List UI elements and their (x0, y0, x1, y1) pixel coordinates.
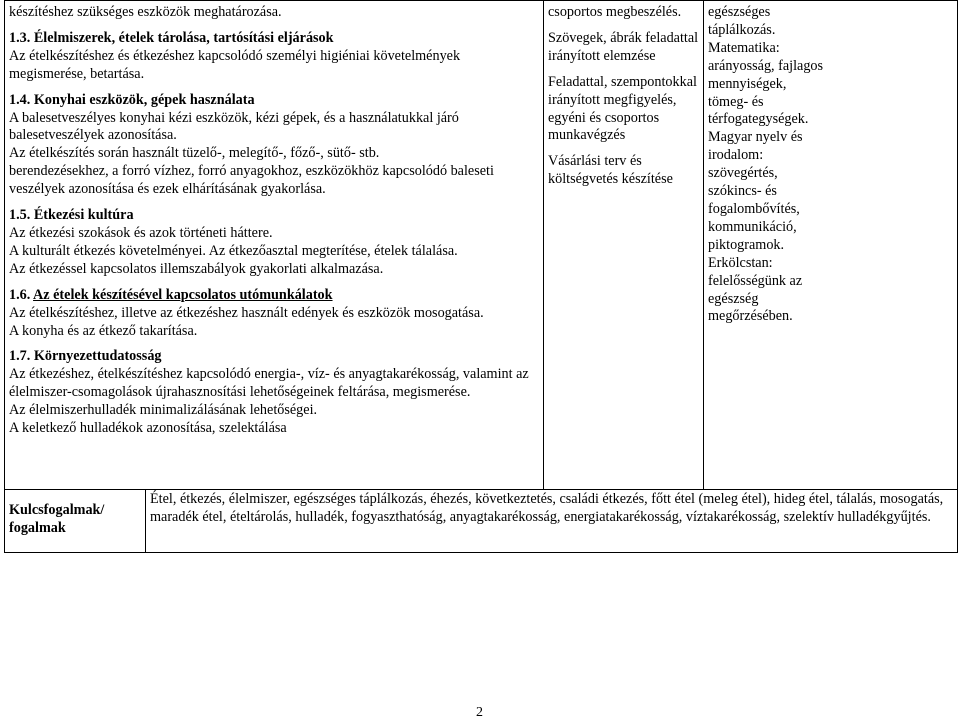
text-line: készítéshez szükséges eszközök meghatározása. (9, 4, 282, 20)
text-line: Az ételkészítéshez és étkezéshez kapcsolódó személyi higiéniai követelmények megismerése, betartása. (9, 47, 461, 82)
section-heading-1-3: 1.3. Élelmiszerek, ételek tárolása, tartósítási eljárások (9, 29, 334, 46)
text-line: Matematika: arányosság, fajlagos mennyiségek, tömeg- és térfogategységek. (708, 39, 824, 128)
content-row (4, 0, 958, 490)
text-line: Az ételkészítéshez, illetve az étkezéshez használt edények és eszközök mosogatása. (9, 304, 484, 321)
text-line: Szövegek, ábrák feladattal irányított elemzése (548, 29, 699, 64)
text-line: Magyar nyelv és irodalom: szövegértés, szókincs- és fogalombővítés, kommunikáció, piktogramok. (708, 129, 803, 253)
text-line: Az ételkészítés során használt tüzelő-, melegítő-, főző-, sütő- stb. (9, 145, 380, 162)
text-line: Az étkezéshez, ételkészítéshez kapcsolódó energia-, víz- és anyagtakarékosság, valamint az élelmiszer-csomagolások újrahasznosítási lehetőségeinek feltárása, megismerése. (9, 366, 529, 401)
text-line: A konyha és az étkező takarítása. (9, 322, 198, 339)
content-column (9, 4, 539, 438)
column-divider (543, 1, 544, 489)
text-line: Az élelmiszerhulladék minimalizálásának lehetőségei. (9, 402, 318, 419)
text-line: Az étkezési szokások és azok történeti háttere. (9, 224, 273, 241)
text-line: Erkölcstan: felelősségünk az egészség megőrzésében. (708, 254, 803, 325)
connections-column (708, 4, 828, 326)
curriculum-table (4, 0, 958, 553)
text-line: berendezésekhez, a forró vízhez, forró anyagokhoz, eszközökhöz kapcsolódó baleseti veszélyek azonosítása és ezek elhárításának gyakorlása. (9, 163, 494, 198)
keywords-text: Étel, étkezés, élelmiszer, egészséges táplálkozás, éhezés, következtetés, családi étkezés, főtt étel (meleg étel), hideg étel, tálalás, mosogatás, maradék étel, ételtárolás, hulladék, fogyaszthatóság, anyagtakarékosság, energiatakarékosság, víztakarékosság, szelektív hulladékgyűjtés. (150, 491, 944, 525)
section-heading-1-5: 1.5. Étkezési kultúra (9, 207, 134, 224)
text-line: egészséges táplálkozás. (708, 4, 776, 38)
section-heading-1-4: 1.4. Konyhai eszközök, gépek használata (9, 91, 255, 108)
text-line: Az étkezéssel kapcsolatos illemszabályok gyakorlati alkalmazása. (9, 260, 384, 277)
text-line: A keletkező hulladékok azonosítása, szelektálása (9, 420, 287, 437)
text-line: csoportos megbeszélés. (548, 4, 682, 20)
column-divider (703, 1, 704, 489)
text-line: A balesetveszélyes konyhai kézi eszközök, kézi gépek, és a használatukkal járó balesetveszélyek azonosítása. (9, 109, 459, 144)
text-line: Vásárlási terv és költségvetés készítése (548, 153, 673, 188)
text-line: Feladattal, szempontokkal irányított megfigyelés, egyéni és csoportos munkavégzés (548, 73, 697, 144)
section-heading-1-7: 1.7. Környezettudatosság (9, 348, 162, 365)
keywords-row (4, 490, 958, 553)
keywords-label: Kulcsfogalmak/ fogalmak (9, 502, 105, 536)
page-number: 2 (476, 705, 483, 720)
column-divider (145, 490, 146, 552)
text-line: A kulturált étkezés követelményei. Az étkezőasztal megterítése, ételek tálalása. (9, 242, 458, 259)
section-heading-1-6: 1.6. Az ételek készítésével kapcsolatos utómunkálatok (9, 286, 333, 303)
methods-column (548, 4, 703, 189)
